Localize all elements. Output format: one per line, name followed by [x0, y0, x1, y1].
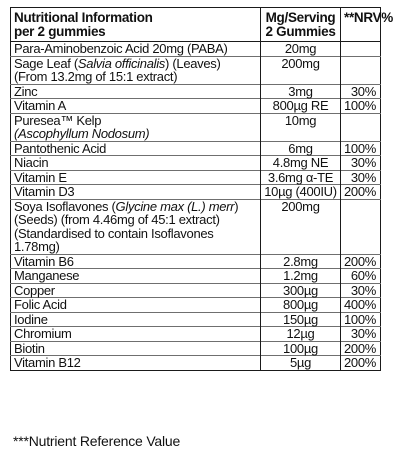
nutrient-name: Vitamin D3	[11, 185, 261, 200]
nutrient-nrv: 30%	[341, 327, 381, 342]
nutrient-amount: 4.8mg NE	[261, 156, 341, 171]
nutrient-name: Pantothenic Acid	[11, 141, 261, 156]
nutrient-amount: 20mg	[261, 42, 341, 57]
nutrient-amount: 200mg	[261, 199, 341, 254]
nutrient-name: Iodine	[11, 312, 261, 327]
table-header-row	[11, 8, 381, 42]
header-amount-line2: 2 Gummies	[265, 23, 336, 39]
nutrient-name-line1	[14, 57, 257, 71]
header-nutrient	[11, 8, 261, 42]
table-row	[11, 269, 381, 284]
nutrient-nrv	[341, 42, 381, 57]
nutrient-amount: 150µg	[261, 312, 341, 327]
nutrient-amount: 6mg	[261, 141, 341, 156]
nutrient-name: Manganese	[11, 269, 261, 284]
nutrient-name-line1	[14, 200, 257, 214]
nutrient-name: Biotin	[11, 341, 261, 356]
nutrient-amount: 1.2mg	[261, 269, 341, 284]
name-text: ) (Leaves)	[165, 55, 221, 71]
nutrient-nrv: 100%	[341, 312, 381, 327]
nutrient-name	[11, 113, 261, 141]
nutrient-nrv: 30%	[341, 84, 381, 99]
nutrient-nrv: 200%	[341, 356, 381, 371]
table-row	[11, 113, 381, 141]
table-row	[11, 341, 381, 356]
nutrient-name: Vitamin B6	[11, 254, 261, 269]
nutrient-name-line1: Puresea™ Kelp	[14, 112, 102, 128]
nutrient-amount: 100µg	[261, 341, 341, 356]
nutrient-amount: 12µg	[261, 327, 341, 342]
name-text: Sage Leaf (	[14, 55, 78, 71]
header-nutrient-line2: per 2 gummies	[14, 23, 106, 39]
nutrition-table	[10, 7, 393, 371]
nutrient-nrv: 30%	[341, 170, 381, 185]
nutrient-nrv: 200%	[341, 254, 381, 269]
header-nrv: **NRV%	[341, 8, 381, 42]
nutrition-panel	[10, 7, 393, 371]
table-row	[11, 356, 381, 371]
table-row	[11, 99, 381, 114]
nutrient-name: Vitamin A	[11, 99, 261, 114]
nutrient-amount: 200mg	[261, 56, 341, 84]
nutrient-name: Para-Aminobenzoic Acid 20mg (PABA)	[11, 42, 261, 57]
nutrient-amount: 800µg	[261, 298, 341, 313]
nutrient-nrv	[341, 199, 381, 254]
nutrient-name: Zinc	[11, 84, 261, 99]
nutrient-name: Copper	[11, 283, 261, 298]
table-row	[11, 156, 381, 171]
nutrient-nrv	[341, 113, 381, 141]
latin-name: (Ascophyllum Nodosum)	[14, 126, 150, 141]
nutrient-nrv: 30%	[341, 283, 381, 298]
nutrient-amount: 10mg	[261, 113, 341, 141]
latin-name: Glycine max (L.) merr	[115, 198, 235, 214]
nutrient-nrv: 30%	[341, 156, 381, 171]
table-row	[11, 327, 381, 342]
name-text: Soya Isoflavones (	[14, 198, 116, 214]
nrv-footnote: ***Nutrient Reference Value	[13, 433, 181, 449]
table-row	[11, 185, 381, 200]
nutrient-nrv: 100%	[341, 141, 381, 156]
nutrient-name-line2: (Seeds) (from 4.46mg of 45:1 extract)	[14, 212, 220, 227]
nutrient-name: Vitamin E	[11, 170, 261, 185]
nutrient-amount: 10µg (400IU)	[261, 185, 341, 200]
header-amount	[261, 8, 341, 42]
nutrient-nrv: 400%	[341, 298, 381, 313]
table-row	[11, 283, 381, 298]
nutrient-name: Chromium	[11, 327, 261, 342]
table-row	[11, 141, 381, 156]
nutrient-nrv: 60%	[341, 269, 381, 284]
nutrient-nrv	[341, 56, 381, 84]
table-row	[11, 84, 381, 99]
nutrient-amount: 3mg	[261, 84, 341, 99]
nutrient-name-line3: (Standardised to contain Isoflavones 1.78mg)	[14, 225, 214, 254]
nutrient-amount: 300µg	[261, 283, 341, 298]
nutrient-amount: 5µg	[261, 356, 341, 371]
table-row	[11, 199, 381, 254]
nutrient-nrv: 200%	[341, 185, 381, 200]
nutrient-amount: 3.6mg α-TE	[261, 170, 341, 185]
nutrient-name: Folic Acid	[11, 298, 261, 313]
nutrient-nrv: 100%	[341, 99, 381, 114]
nutrient-name: Niacin	[11, 156, 261, 171]
nutrient-nrv: 200%	[341, 341, 381, 356]
table-row	[11, 298, 381, 313]
table-row	[11, 56, 381, 84]
latin-name: Salvia officinalis	[77, 55, 166, 71]
nutrient-amount: 800µg RE	[261, 99, 341, 114]
nutrient-amount: 2.8mg	[261, 254, 341, 269]
table-row	[11, 170, 381, 185]
nutrient-name	[11, 199, 261, 254]
nutrient-name: Vitamin B12	[11, 356, 261, 371]
nutrient-name-line2: (From 13.2mg of 15:1 extract)	[14, 69, 178, 84]
table-row	[11, 254, 381, 269]
table-row	[11, 42, 381, 57]
name-text: )	[234, 198, 239, 214]
table-row	[11, 312, 381, 327]
header-amount-line1: Mg/Serving	[265, 10, 336, 25]
nutrient-name	[11, 56, 261, 84]
header-nutrient-line1: Nutritional Information	[14, 10, 153, 25]
